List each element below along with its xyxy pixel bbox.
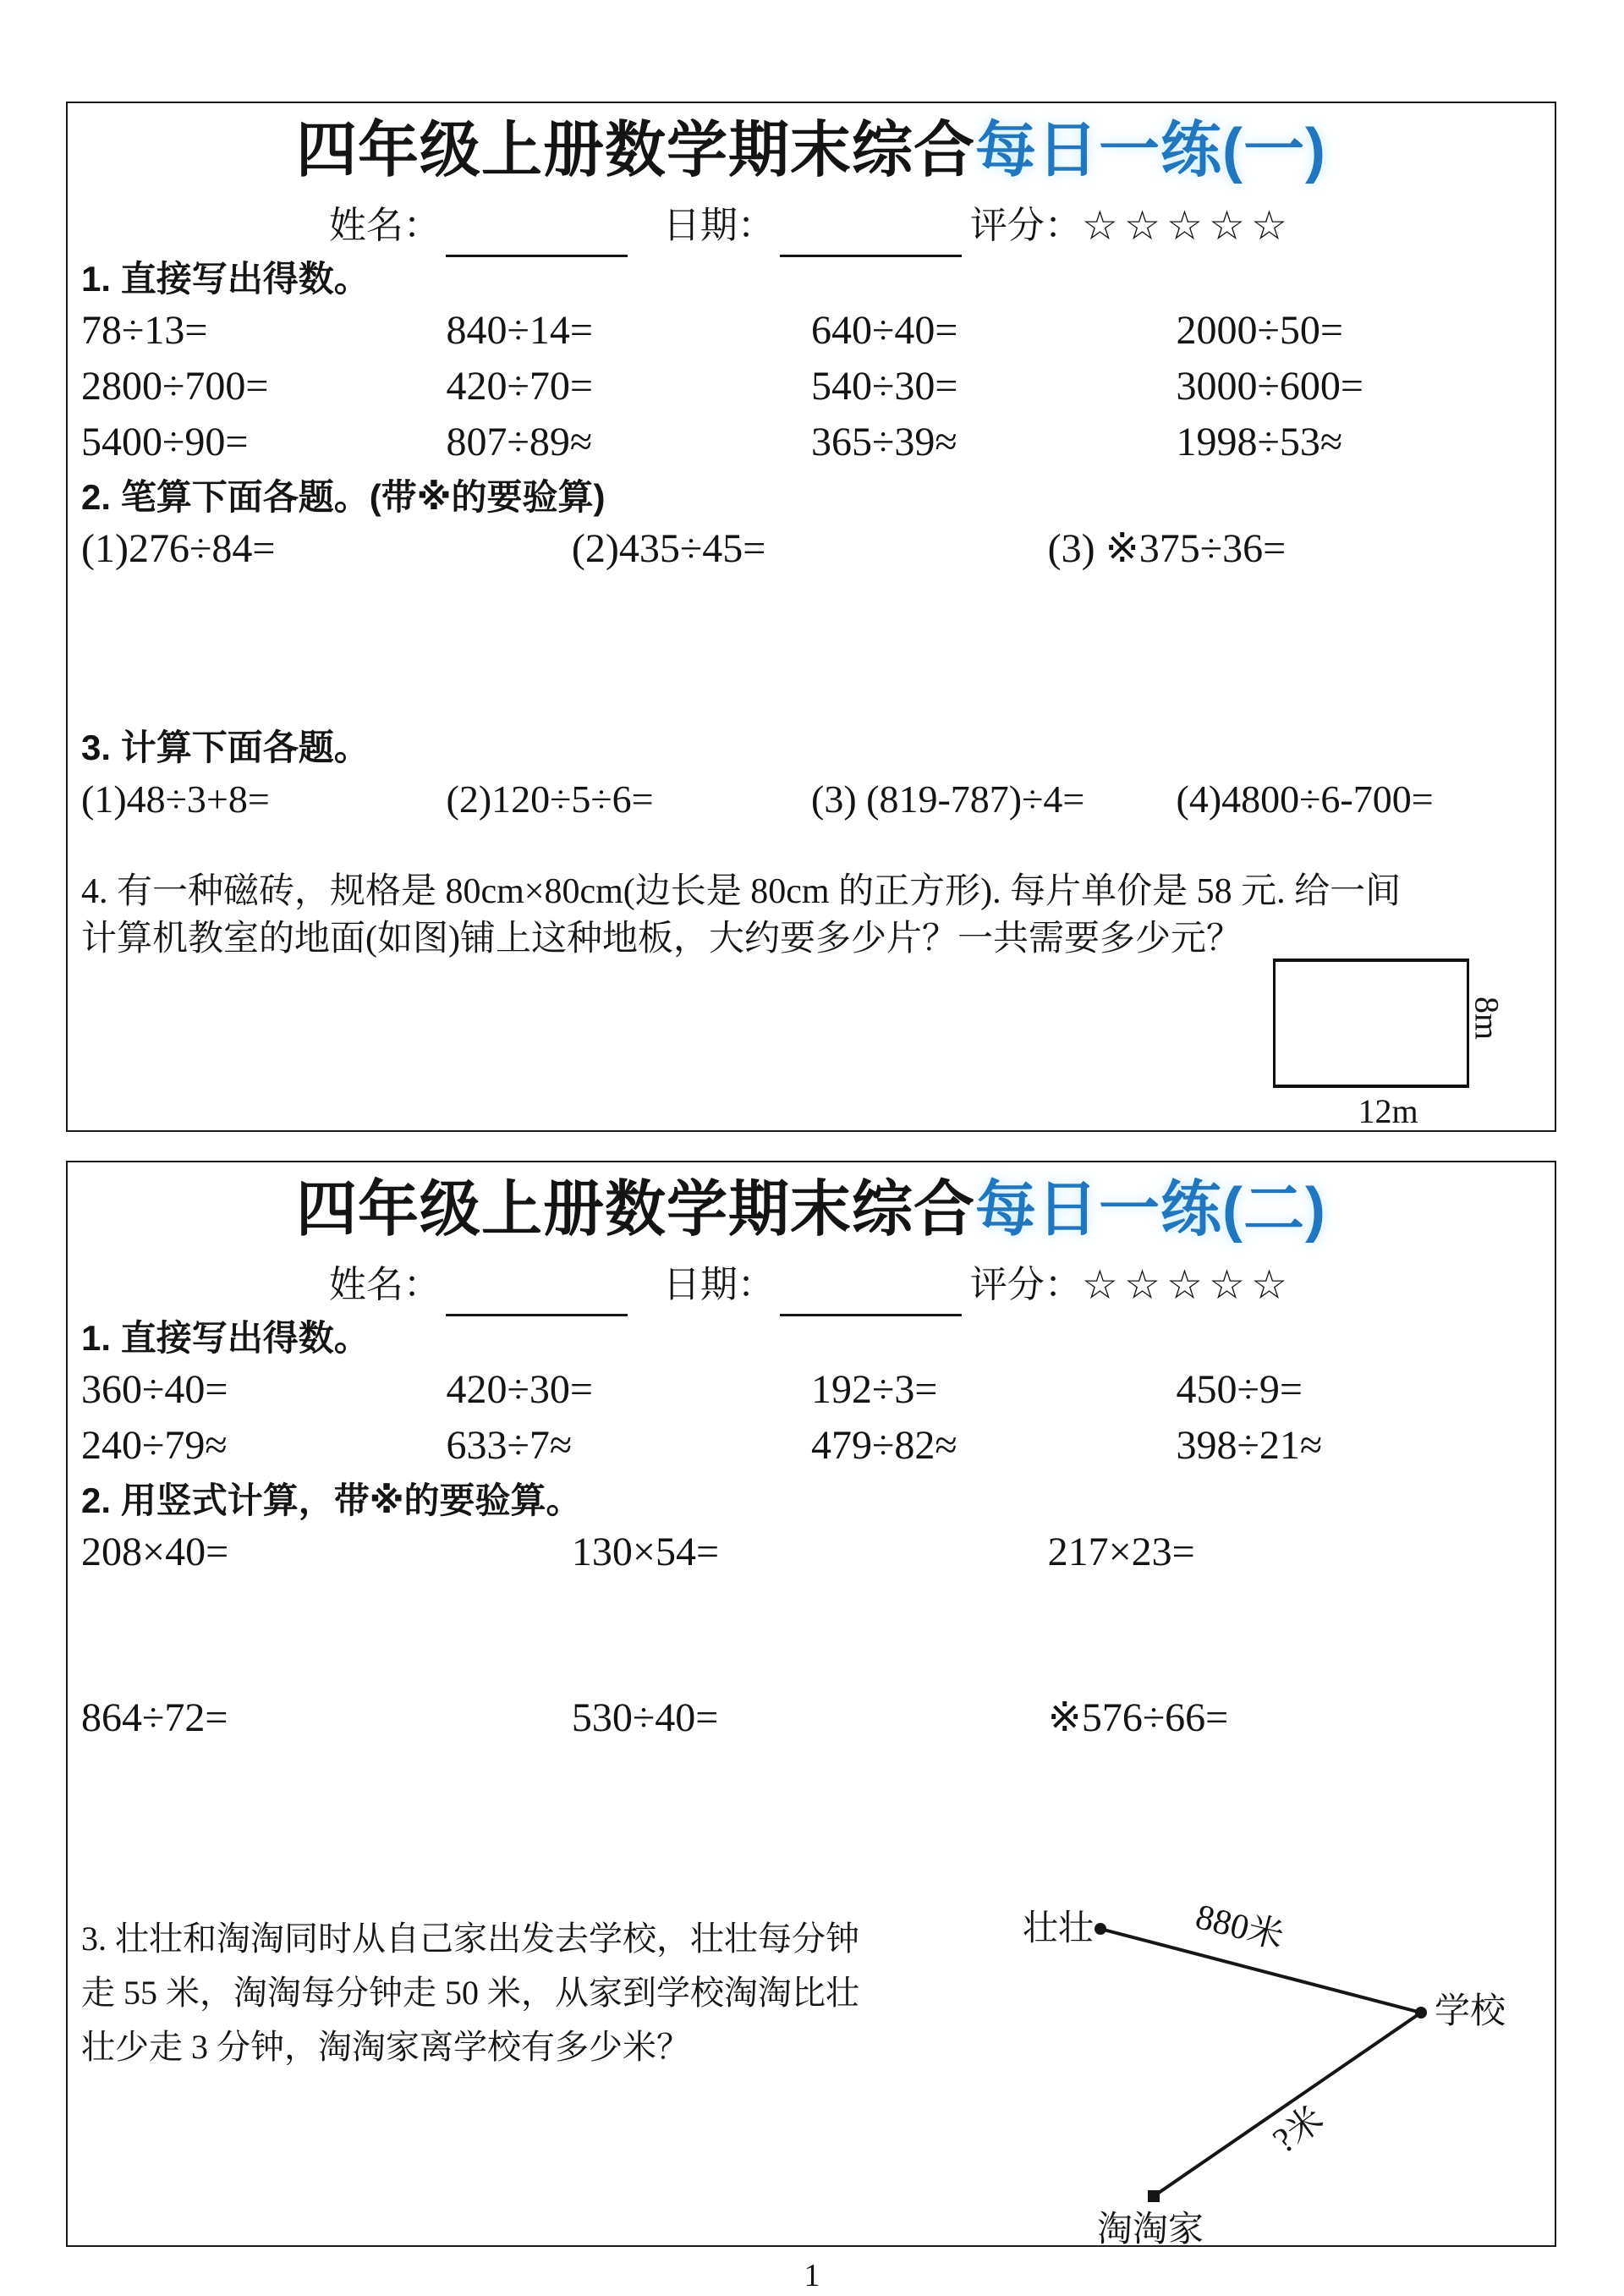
page-title-blue: 每日一练(一)	[975, 117, 1326, 184]
equation: 5400÷90=	[81, 420, 249, 464]
zhuang-home-dot	[1095, 1923, 1106, 1935]
floor-height-label: 8m	[1468, 996, 1506, 1041]
meta-row	[81, 200, 1541, 252]
workspace-blank	[81, 1580, 1541, 1690]
equation: 1998÷53≈	[1176, 420, 1343, 464]
equation: 540÷30=	[811, 364, 958, 409]
section2-heading: 2. 用竖式计算，带※的要验算。	[81, 1480, 582, 1520]
equation: 530÷40=	[571, 1695, 719, 1740]
equation: 217×23=	[1047, 1530, 1195, 1574]
equation: (2)120÷5÷6=	[446, 777, 654, 821]
section3-heading: 3. 计算下面各题。	[81, 728, 370, 767]
equation: 398÷21≈	[1176, 1423, 1323, 1468]
equation: 365÷39≈	[811, 420, 957, 464]
worksheet-page-2	[66, 1161, 1556, 2247]
equation: 2800÷700=	[81, 364, 269, 409]
distance-diagram	[994, 1897, 1552, 2249]
equation: 640÷40=	[811, 308, 958, 353]
rating-stars: ☆☆☆☆☆	[1081, 1261, 1294, 1309]
equation: 420÷70=	[446, 364, 593, 409]
section1-heading: 1. 直接写出得数。	[81, 259, 370, 299]
meta-row	[81, 1259, 1541, 1311]
equation: 450÷9=	[1176, 1367, 1303, 1412]
section1-equations	[81, 1362, 1541, 1474]
date-label: 日期：	[662, 1264, 775, 1305]
date-blank-field	[780, 218, 962, 257]
equation: 864÷72=	[81, 1695, 228, 1740]
equation: (4)4800÷6-700=	[1176, 777, 1434, 821]
tao-home-label: 淘淘家	[1097, 2211, 1204, 2249]
equation: 240÷79≈	[81, 1423, 228, 1468]
section1-heading: 1. 直接写出得数。	[81, 1318, 370, 1358]
equation: 2000÷50=	[1176, 308, 1343, 353]
equation: 192÷3=	[811, 1367, 938, 1412]
problem4-line2: 计算机教室的地面(如图)铺上这种地板，大约要多少片？一共需要多少元？	[81, 920, 1242, 958]
problem4-text	[81, 868, 1541, 963]
worksheet-page-1	[66, 102, 1556, 1132]
equation: 78÷13=	[81, 308, 208, 353]
problem4-line1: 4. 有一种磁砖，规格是 80cm×80cm(边长是 80cm 的正方形). 每片单价是 58 元. 给一间	[81, 872, 1402, 911]
page-title-black: 四年级上册数学期末综合	[296, 1176, 976, 1244]
name-blank-field	[446, 1277, 628, 1316]
equation: ※576÷66=	[1047, 1695, 1229, 1740]
problem3-line: 3. 壮壮和淘淘同时从自己家出发去学校，壮壮每分钟	[81, 1920, 859, 1958]
equation: 479÷82≈	[811, 1423, 957, 1468]
page-title	[81, 1171, 1541, 1249]
page-title	[81, 112, 1541, 190]
equation: 208×40=	[81, 1530, 229, 1574]
name-label: 姓名：	[328, 205, 441, 246]
page-title-blue: 每日一练(二)	[975, 1176, 1326, 1244]
equation: 360÷40=	[81, 1367, 228, 1412]
floor-width-label: 12m	[1358, 1092, 1418, 1130]
equation: (1)276÷84=	[81, 526, 276, 571]
equation: 840÷14=	[446, 308, 593, 353]
equation: 3000÷600=	[1176, 364, 1363, 409]
problem3-line: 壮少走 3 分钟，淘淘家离学校有多少米？	[81, 2028, 690, 2066]
date-label: 日期：	[662, 205, 775, 246]
school-label: 学校	[1435, 1992, 1506, 2031]
equation: 130×54=	[571, 1530, 720, 1574]
section2-heading: 2. 笔算下面各题。(带※的要验算)	[81, 477, 606, 517]
section2-equations	[81, 521, 1541, 577]
score-label: 评分：	[969, 205, 1082, 246]
name-label: 姓名：	[328, 1264, 441, 1305]
name-blank-field	[446, 218, 628, 257]
tao-home-dot	[1148, 2190, 1160, 2202]
score-label: 评分：	[969, 1264, 1082, 1305]
page-number: 1	[804, 2258, 820, 2293]
section1-equations	[81, 303, 1541, 470]
equation: (3) (819-787)÷4=	[811, 777, 1085, 821]
workspace-blank	[81, 1746, 1541, 1907]
page-title-black: 四年级上册数学期末综合	[296, 117, 976, 184]
school-dot	[1415, 2007, 1427, 2019]
equation: (1)48÷3+8=	[81, 777, 270, 821]
workspace-blank	[81, 577, 1541, 721]
equation: 807÷89≈	[446, 420, 593, 464]
rating-stars: ☆☆☆☆☆	[1081, 202, 1294, 250]
date-blank-field	[780, 1277, 962, 1316]
classroom-floor-diagram	[1273, 958, 1469, 1088]
section2-row2	[81, 1690, 1541, 1746]
equation: (3) ※375÷36=	[1047, 526, 1287, 571]
equation: (2)435÷45=	[571, 526, 766, 571]
equation: 420÷30=	[446, 1367, 593, 1412]
distance-unknown-label: ?米	[1266, 2099, 1331, 2161]
problem3-text	[81, 1912, 859, 2074]
section3-equations	[81, 772, 1541, 827]
problem3-line: 走 55 米，淘淘每分钟走 50 米，从家到学校淘淘比壮	[81, 1974, 859, 2012]
distance-880-label: 880米	[1191, 1897, 1288, 1958]
zhuang-label: 壮壮	[1022, 1909, 1094, 1948]
section2-row1	[81, 1524, 1541, 1580]
equation: 633÷7≈	[446, 1423, 573, 1468]
workspace-blank	[81, 827, 1541, 863]
